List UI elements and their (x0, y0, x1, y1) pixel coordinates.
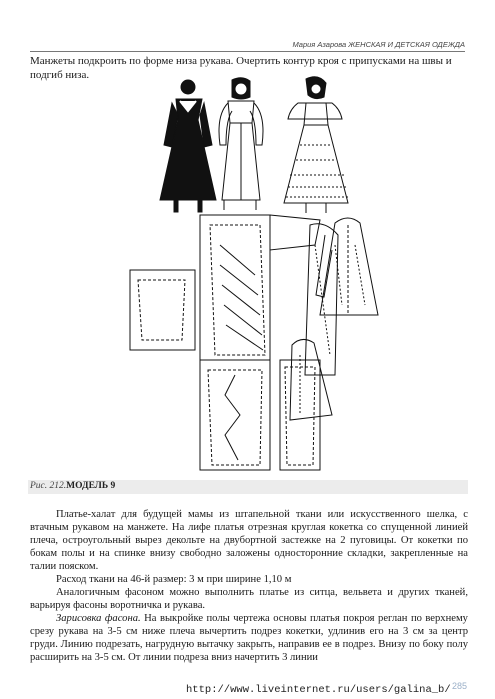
fashion-figure-white-dress (219, 78, 263, 210)
intro-paragraph: Манжеты подкроить по форме низа рукава. Очертить контур кроя с припусками на швы и подгиб низа. (30, 55, 452, 81)
sketch-lead: Зарисовка фасона. (56, 613, 141, 624)
fashion-figure-printed-dress (284, 77, 348, 213)
technical-sketches (290, 218, 378, 420)
footer-url: http://www.liveinternet.ru/users/galina_b/ (186, 684, 451, 696)
figure-caption (30, 481, 115, 491)
paragraph-description: Платье-халат для будущей мамы из штапельной ткани или искусственного шелка, с втачным рукавом на манжете. На лифе платья отрезная круглая кокетка со спущенной линией плеча, остроугольный вырез декольте на двубортной застежке на 2 пуговицы. От кокетки по бокам полы и на спинке внизу свободно заложены односторонние складки, закрепленные на талии пояском. (30, 509, 468, 572)
caption-prefix: Рис. 212. (30, 481, 67, 491)
sketch-text: На выкройке полы чертежа основы платья покроя реглан по верхнему срезу рукава на 3-5 см ниже плеча вычертить подрез кокетки, удлинив его на 3 см за центр груди. Линию подрезать, нагрудную вытачку закрыть, направив ее в подрез. Внизу по боку полу расширить на 3-5 см. От линии подреза вниз начертить 3 линии (30, 613, 468, 663)
paragraph-variations: Аналогичным фасоном можно выполнить платье из ситца, вельвета и других тканей, варьируя фасоны воротничка и рукава. (30, 587, 468, 611)
caption-title: МОДЕЛЬ 9 (66, 481, 116, 491)
header-rule (30, 51, 465, 52)
paragraph-fabric: Расход ткани на 46-й размер: 3 м при ширине 1,10 м (56, 574, 292, 585)
pattern-pieces (130, 215, 338, 470)
figure-model-9 (120, 75, 480, 485)
body-text (30, 508, 468, 664)
paragraph-sketch (30, 612, 468, 664)
page-number: 285 (452, 681, 468, 691)
figure-drawing (120, 75, 480, 485)
running-header: Мария Азарова ЖЕНСКАЯ И ДЕТСКАЯ ОДЕЖДА (292, 40, 465, 49)
fashion-figure-dark-dress (160, 80, 216, 212)
